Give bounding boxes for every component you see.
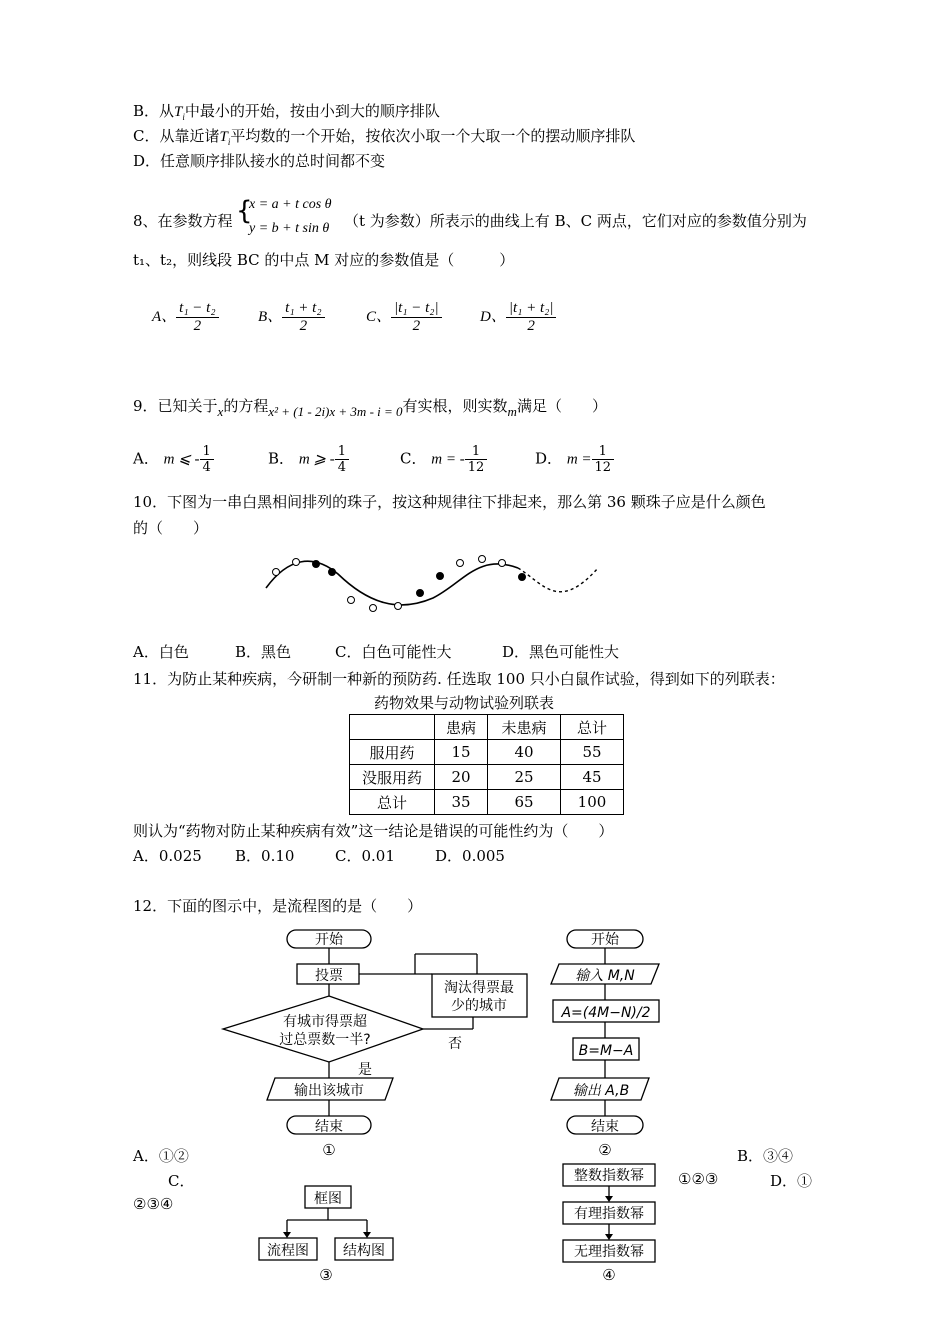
table-cell: 40 xyxy=(488,740,561,765)
table-cell: 55 xyxy=(561,740,624,765)
table-row xyxy=(350,790,624,815)
q8-lead: 8、在参数方程 xyxy=(133,212,233,230)
table-row xyxy=(350,740,624,765)
bead-white xyxy=(370,605,377,612)
fig3-root-label: 框图 xyxy=(314,1191,342,1207)
fig1-no-label: 否 xyxy=(448,1036,462,1052)
q12-option-c-value: ①②③ xyxy=(678,1170,719,1188)
flowchart-figure-1 xyxy=(215,922,535,1162)
fig2-input-label: 输入 M,N xyxy=(575,968,635,984)
table-row xyxy=(350,765,624,790)
q8-option-c: C、 $\frac{\text{|t₁ − t₂|}}{2}$ xyxy=(366,300,442,335)
q10-line1: 10．下图为一串白黑相间排列的珠子，按这种规律往下排起来，那么第 36 颗珠子应是什么颜色 xyxy=(133,493,766,511)
q8-line2: t₁、t₂，则线段 BC 的中点 M 对应的参数值是（ ） xyxy=(133,251,515,269)
q11-option-a: A．0.025 xyxy=(133,847,202,865)
bead-black xyxy=(437,573,444,580)
q12-question: 12．下面的图示中，是流程图的是（ ） xyxy=(133,897,423,915)
bead-white xyxy=(395,603,402,610)
q7-option-c: C．从靠近诸$T_i$平均数的一个开始，按依次小取一个大取一个的摆动顺序排队 xyxy=(133,127,636,147)
table-cell: 未患病 xyxy=(488,715,561,740)
flowchart-figure-2 xyxy=(545,922,675,1162)
bead-black xyxy=(313,561,320,568)
table-cell: 服用药 xyxy=(350,740,435,765)
table-cell: 患病 xyxy=(435,715,488,740)
table-cell: 总计 xyxy=(350,790,435,815)
q9-line: 9．已知关于x的方程x² + (1 - 2i)x + 3m - i = 0有实根，则实数m满足（ ） xyxy=(133,397,607,419)
q8-mid: （t 为参数）所表示的曲线上有 B、C 两点，它们对应的参数值分别为 xyxy=(344,212,807,230)
fig4-caption: ④ xyxy=(602,1266,616,1284)
fig3-caption: ③ xyxy=(319,1266,333,1284)
structure-figure-3 xyxy=(255,1180,405,1285)
table-cell: 总计 xyxy=(561,715,624,740)
bead-black xyxy=(417,590,424,597)
bead-white xyxy=(499,560,506,567)
q8-option-a: A、 $\frac{\text{t₁ − t₂}}{2}$ xyxy=(152,300,219,335)
bead-string-solid xyxy=(266,561,518,605)
table-header-row xyxy=(350,715,624,740)
fig2-output-label: 输出 A,B xyxy=(572,1083,630,1099)
q10-option-a: A．白色 xyxy=(133,643,189,661)
q10-option-b: B．黑色 xyxy=(235,643,292,661)
fig1-vote-label: 投票 xyxy=(315,968,343,984)
q8-eq2: y = b + t sin θ xyxy=(249,221,330,236)
fig1-elim-line2: 少的城市 xyxy=(451,998,507,1014)
table-cell: 20 xyxy=(435,765,488,790)
q11-option-c: C．0.01 xyxy=(335,847,395,865)
fig2-step2-label: B=M−A xyxy=(578,1043,634,1059)
q12-option-d-cont: ②③④ xyxy=(133,1195,174,1213)
contingency-table xyxy=(349,714,624,815)
fig2-start-label: 开始 xyxy=(591,932,619,948)
fig4-box1-label: 整数指数幂 xyxy=(574,1168,644,1184)
fig1-output-label: 输出该城市 xyxy=(294,1083,364,1099)
q11-option-b: B．0.10 xyxy=(235,847,295,865)
q9-option-d: D． m = $\frac{1}{12}$ xyxy=(535,444,614,475)
bead-black xyxy=(329,569,336,576)
table-cell xyxy=(350,715,435,740)
structure-figure-4 xyxy=(555,1158,665,1288)
table-cell: 35 xyxy=(435,790,488,815)
q7-option-b: B．从$T_i$中最小的开始，按由小到大的顺序排队 xyxy=(133,102,440,122)
bead-white xyxy=(273,569,280,576)
bead-white xyxy=(293,559,300,566)
q12-option-d-label: D．① xyxy=(770,1172,813,1190)
q11-line1: 11．为防止某种疾病，今研制一种新的预防药. 任选取 100 只小白鼠作试验，得到如下的列联表： xyxy=(133,670,785,688)
fig2-end-label: 结束 xyxy=(591,1119,619,1135)
fig2-caption: ② xyxy=(598,1141,612,1159)
bead-white xyxy=(348,597,355,604)
fig4-box3-label: 无理指数幂 xyxy=(574,1244,644,1260)
q7-option-d: D．任意顺序排队接水的总时间都不变 xyxy=(133,152,386,170)
q11-table-title: 药物效果与动物试验列联表 xyxy=(374,694,555,712)
q9-option-b: B． m ⩾ - $\frac{1}{4}$ xyxy=(268,444,349,475)
bead-white xyxy=(457,560,464,567)
table-cell: 100 xyxy=(561,790,624,815)
table-cell: 25 xyxy=(488,765,561,790)
q12-option-a: A．①② xyxy=(133,1147,189,1165)
fig3-left-label: 流程图 xyxy=(267,1243,309,1259)
table-cell: 45 xyxy=(561,765,624,790)
fig4-box2-label: 有理指数幂 xyxy=(574,1206,644,1222)
bead-string-dashed xyxy=(518,568,598,592)
table-cell: 15 xyxy=(435,740,488,765)
fig1-start-label: 开始 xyxy=(315,932,343,948)
bead-black xyxy=(519,574,526,581)
fig1-caption: ① xyxy=(322,1141,336,1159)
q10-option-d: D．黑色可能性大 xyxy=(502,643,620,661)
q8-option-d: D、 $\frac{\text{|t₁ + t₂|}}{2}$ xyxy=(480,300,556,335)
q11-question: 则认为“药物对防止某种疾病有效”这一结论是错误的可能性约为（ ） xyxy=(133,822,614,840)
fig1-end-label: 结束 xyxy=(315,1119,343,1135)
bead-string-figure xyxy=(258,548,608,618)
q8-option-b: B、 $\frac{\text{t₁ + t₂}}{2}$ xyxy=(258,300,325,335)
fig1-elim-line1: 淘汰得票最 xyxy=(444,980,514,996)
q10-option-c: C．白色可能性大 xyxy=(335,643,452,661)
q10-line2: 的（ ） xyxy=(133,519,209,537)
table-cell: 65 xyxy=(488,790,561,815)
fig1-cond-line2: 过总票数一半? xyxy=(279,1032,371,1048)
q8-eq1: x = a + t cos θ xyxy=(249,197,332,212)
table-cell: 没服用药 xyxy=(350,765,435,790)
q9-option-a: A． m ⩽ - $\frac{1}{4}$ xyxy=(133,444,214,475)
fig2-step1-label: A=(4M−N)/2 xyxy=(561,1005,651,1021)
q11-option-d: D．0.005 xyxy=(435,847,505,865)
fig1-yes-label: 是 xyxy=(358,1062,372,1078)
q9-option-c: C． m = - $\frac{1}{12}$ xyxy=(400,444,487,475)
fig1-cond-line1: 有城市得票超 xyxy=(283,1014,367,1030)
bead-white xyxy=(479,556,486,563)
q12-option-c-label: C． xyxy=(168,1172,195,1190)
q12-option-b: B．③④ xyxy=(737,1147,794,1165)
q8-brace: { xyxy=(236,196,253,226)
fig3-right-label: 结构图 xyxy=(343,1243,385,1259)
